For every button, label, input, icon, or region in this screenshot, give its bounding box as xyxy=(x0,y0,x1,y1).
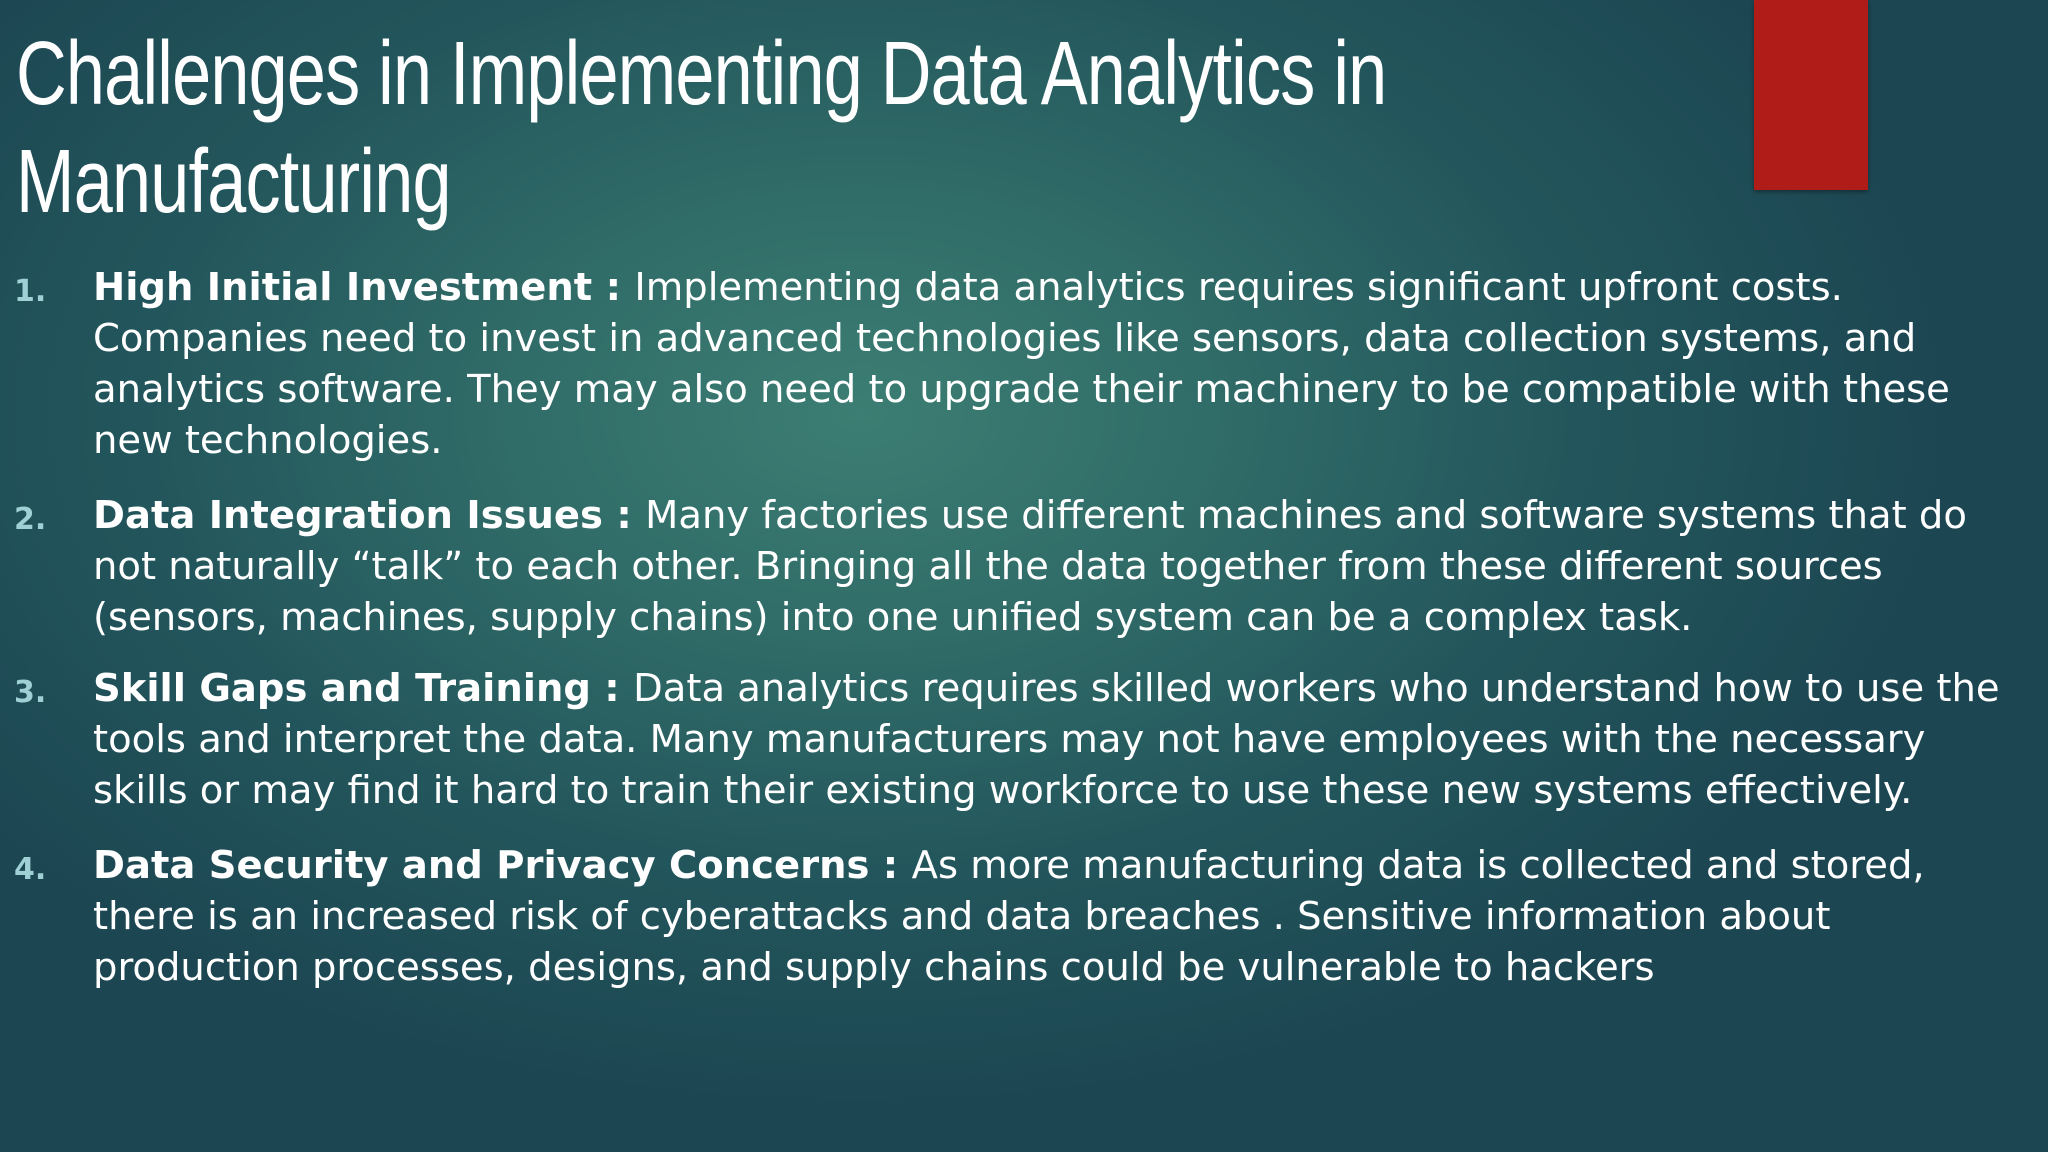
slide-title-line-1: Challenges in Implementing Data Analytics in xyxy=(16,24,1387,124)
challenges-list xyxy=(14,262,2024,1017)
list-item-number: 2. xyxy=(14,502,47,537)
list-item-heading: High Initial Investment : xyxy=(93,265,635,310)
list-item-body: Many factories use different machines and software systems that do not naturally “talk” to each other. Bringing all the data together from these different sources (sensors, machines, supply chains) into one unified system can be a complex task. xyxy=(93,493,1967,640)
list-item-body: As more manufacturing data is collected and stored, there is an increased risk of cyberattacks and data breaches . Sensitive information about production processes, designs, and supply chains could be vulnerable to hackers xyxy=(93,843,1925,990)
list-item-skill-gaps-and-training xyxy=(14,663,2024,816)
list-item-high-initial-investment xyxy=(14,262,2024,466)
list-item-heading: Data Integration Issues : xyxy=(93,493,646,538)
list-item-body: Implementing data analytics requires significant upfront costs. Companies need to invest in advanced technologies like sensors, data collection systems, and analytics software. They may also need to upgrade their machinery to be compatible with these new technologies. xyxy=(93,265,1950,463)
list-item-heading: Skill Gaps and Training : xyxy=(93,666,634,711)
list-item-number: 1. xyxy=(14,274,47,309)
accent-bar xyxy=(1754,0,1868,190)
list-item-heading: Data Security and Privacy Concerns : xyxy=(93,843,912,888)
list-item-body: Data analytics requires skilled workers who understand how to use the tools and interpret the data. Many manufacturers may not have employees with the necessary skills or may find it hard to train their existing workforce to use these new systems effectively. xyxy=(93,666,2000,813)
slide-title-line-2: Manufacturing xyxy=(16,132,451,232)
list-item-data-security-and-privacy xyxy=(14,840,2024,993)
slide-title xyxy=(16,20,1387,236)
list-item-data-integration-issues xyxy=(14,490,2024,643)
list-item-number: 3. xyxy=(14,675,47,710)
list-item-number: 4. xyxy=(14,852,47,887)
